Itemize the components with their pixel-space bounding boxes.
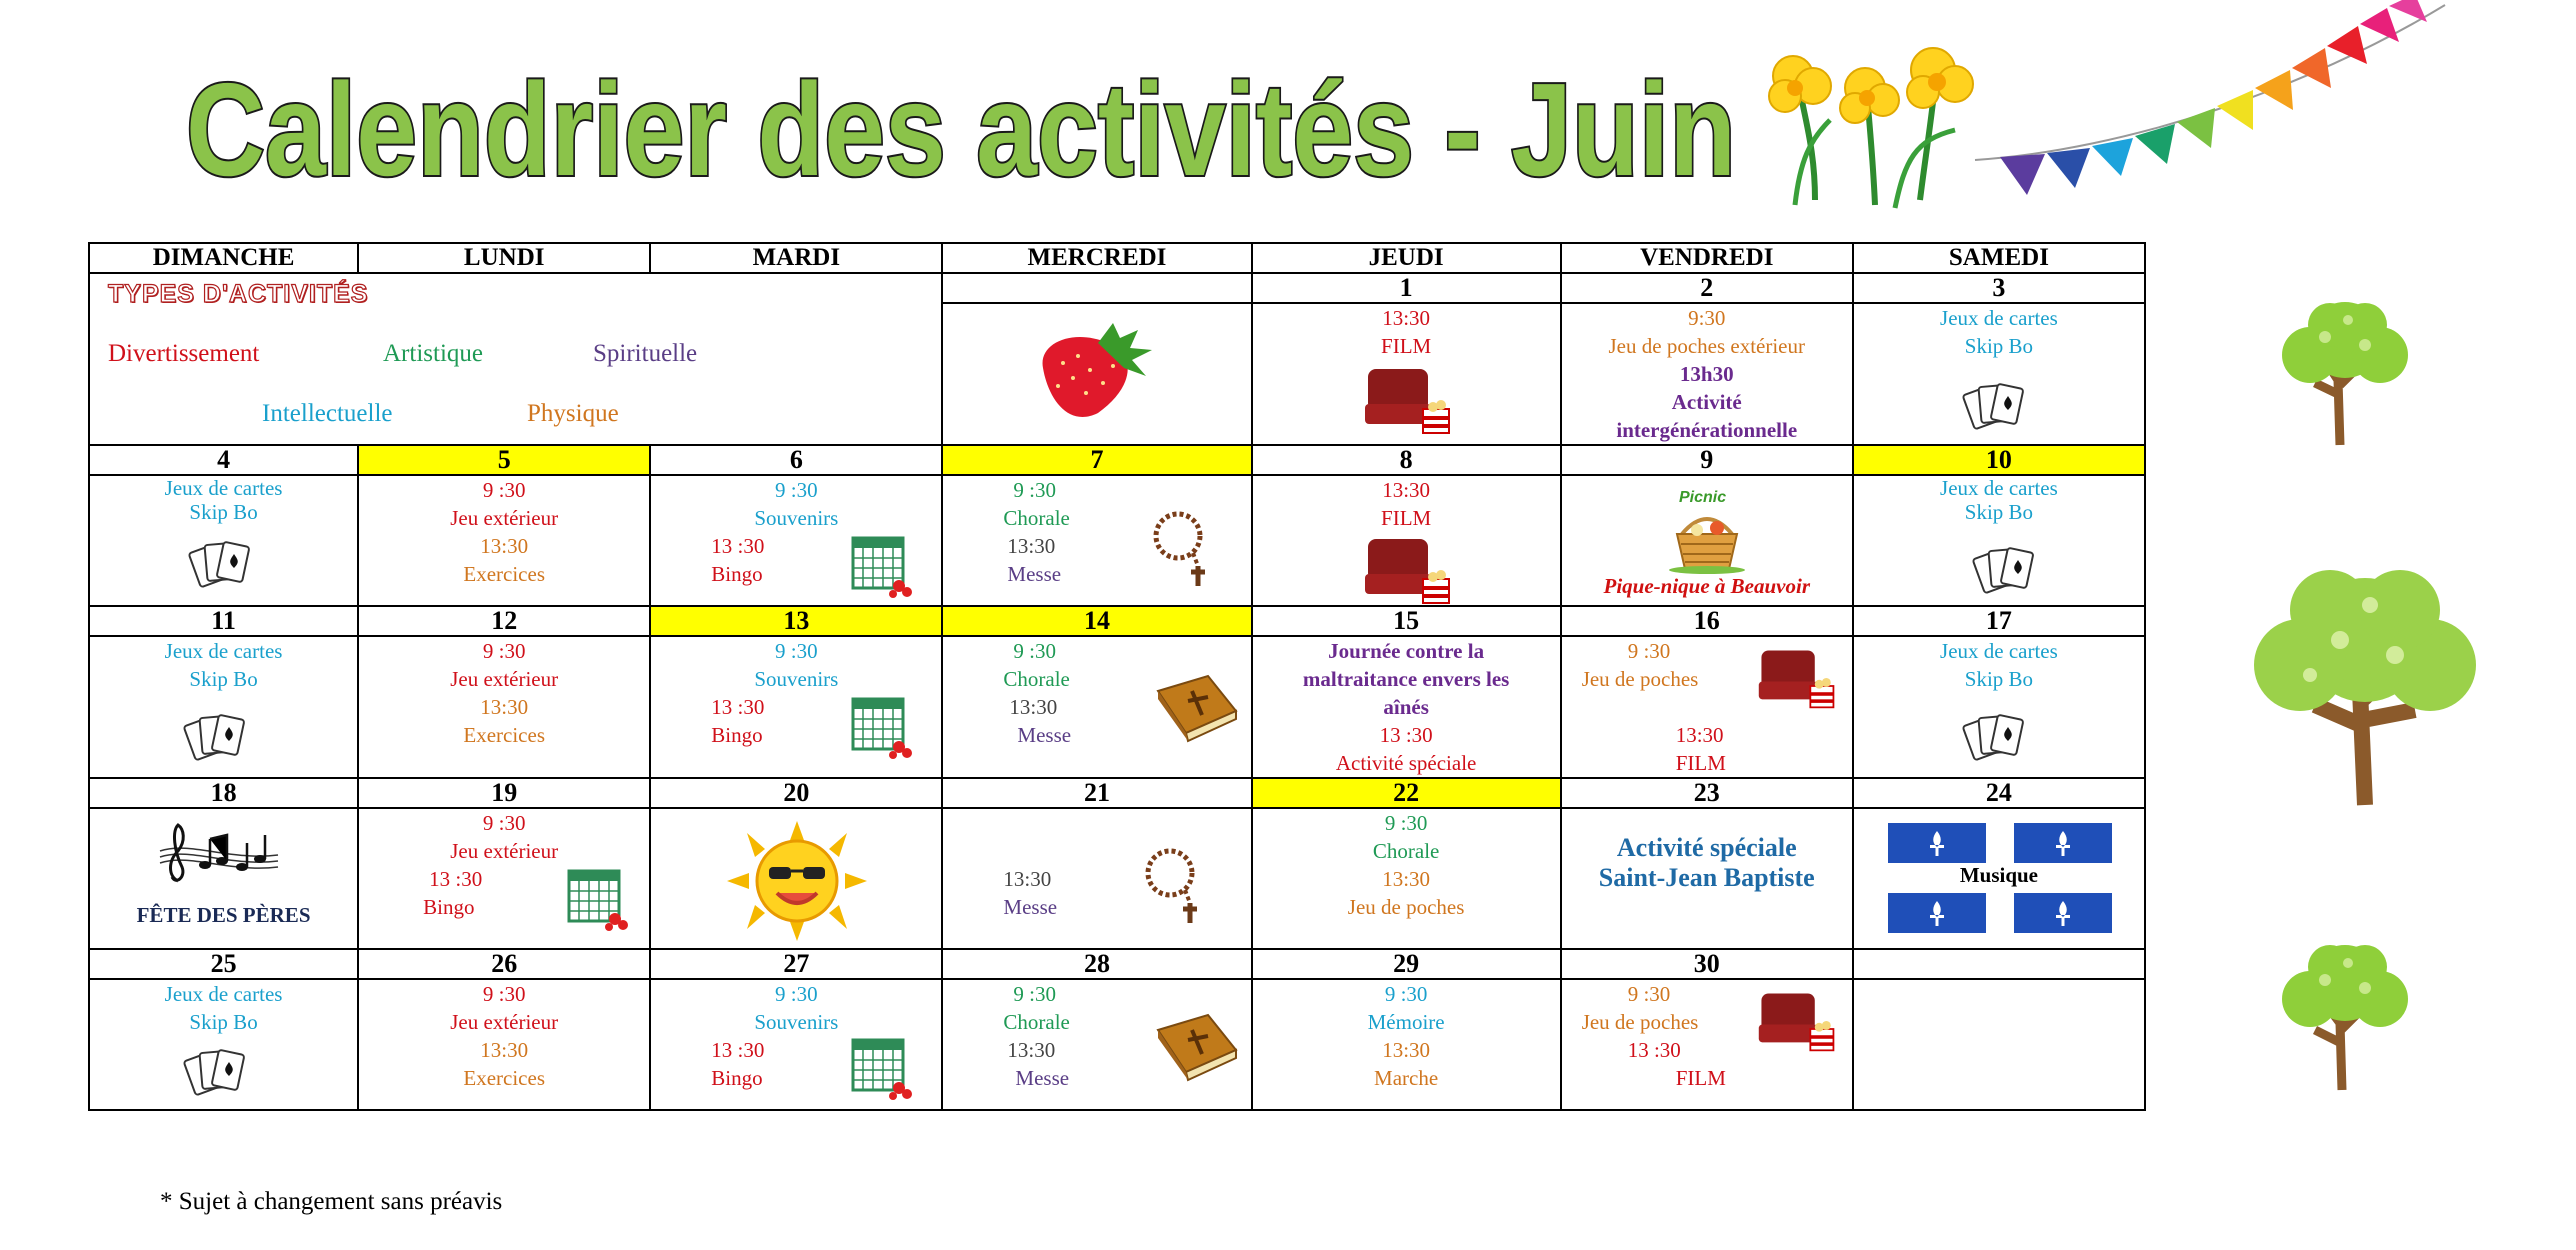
playing-cards-icon <box>1964 380 2028 432</box>
activity-label: Chorale <box>1003 1010 1070 1034</box>
day-number-highlighted: 22 <box>1252 778 1561 808</box>
weekday-wednesday: MERCREDI <box>942 243 1251 273</box>
day-cell-13 <box>650 636 942 778</box>
activity-label: Souvenirs <box>754 506 839 530</box>
rosary-icon <box>1135 845 1215 925</box>
activity-label: aînés <box>1383 695 1429 719</box>
day-cell-17 <box>1853 636 2145 778</box>
day-cell-empty <box>942 303 1251 445</box>
day-number: 11 <box>89 606 358 636</box>
day-cell-5 <box>358 475 650 606</box>
activity-time: 13:30 <box>1003 867 1052 891</box>
day-number: 9 <box>1561 445 1853 475</box>
day-number: 3 <box>1853 273 2145 303</box>
activity-label: Mémoire <box>1367 1010 1445 1034</box>
day-number: 12 <box>358 606 650 636</box>
activity-label: Messe <box>1007 562 1062 586</box>
day-cell-9 <box>1561 475 1853 606</box>
legend-title: TYPES D'ACTIVITÉS <box>108 280 369 308</box>
activity-time: 9 :30 <box>1627 639 1671 663</box>
activity-time: 9 :30 <box>775 639 818 663</box>
day-number-highlighted: 10 <box>1853 445 2145 475</box>
weekday-sunday: DIMANCHE <box>89 243 358 273</box>
day-number: 19 <box>358 778 650 808</box>
activity-time: 13:30 <box>1382 867 1431 891</box>
weekday-monday: LUNDI <box>358 243 650 273</box>
day-number: 23 <box>1561 778 1853 808</box>
rosary-icon <box>1143 508 1223 588</box>
day-number: 29 <box>1252 949 1561 979</box>
activity-label: Exercices <box>463 723 545 747</box>
activity-label: Jeux de cartes <box>164 639 283 663</box>
bingo-card-icon <box>567 869 629 931</box>
day-cell-16 <box>1561 636 1853 778</box>
weekday-thursday: JEUDI <box>1252 243 1561 273</box>
day-number-empty <box>942 273 1251 303</box>
day-cell-19 <box>358 808 650 949</box>
activity-label: Chorale <box>1003 506 1070 530</box>
activity-label: Jeux de cartes <box>1940 476 2058 500</box>
activity-time: 13:30 <box>480 1038 529 1062</box>
day-cell-15 <box>1252 636 1561 778</box>
legend-artistique: Artistique <box>383 340 483 367</box>
activity-time: 13:30 <box>1007 1038 1056 1062</box>
day-number: 16 <box>1561 606 1853 636</box>
legend-spirituelle: Spirituelle <box>593 340 698 367</box>
day-number-highlighted: 7 <box>942 445 1251 475</box>
activity-time: 13:30 <box>1382 478 1431 502</box>
activity-label: Chorale <box>1372 839 1440 863</box>
weekday-header-row <box>89 243 2145 273</box>
day-cell-23 <box>1561 808 1853 949</box>
activity-time: 13 :30 <box>711 1038 765 1062</box>
day-cell-7 <box>942 475 1251 606</box>
activity-label: Jeu de poches <box>1347 895 1465 919</box>
activity-time: 13 :30 <box>711 695 765 719</box>
day-cell-27 <box>650 979 942 1110</box>
activity-time: 9 :30 <box>1013 639 1056 663</box>
activity-label: Jeu extérieur <box>450 839 559 863</box>
activity-label: Jeu extérieur <box>450 1010 559 1034</box>
activity-label: Skip Bo <box>1964 667 2034 691</box>
day-number: 6 <box>650 445 942 475</box>
activity-label: Activité spéciale <box>1335 751 1477 775</box>
weekday-tuesday: MARDI <box>650 243 942 273</box>
activity-label: Skip Bo <box>189 500 258 524</box>
day-number: 27 <box>650 949 942 979</box>
day-cell-10 <box>1853 475 2145 606</box>
activity-time: 9:30 <box>1688 306 1726 330</box>
activity-time: 13:30 <box>1007 534 1056 558</box>
activity-time: 9 :30 <box>482 639 526 663</box>
activity-label: Exercices <box>463 1066 545 1090</box>
activity-label: Bingo <box>711 562 763 586</box>
activity-label: Souvenirs <box>754 667 839 691</box>
day-cell-6 <box>650 475 942 606</box>
day-number: 17 <box>1853 606 2145 636</box>
day-cell-3 <box>1853 303 2145 445</box>
day-cell-empty <box>1853 979 2145 1110</box>
day-cell-22 <box>1252 808 1561 949</box>
activity-label: Bingo <box>711 723 763 747</box>
bible-icon <box>1148 671 1240 743</box>
legend-intellectuelle: Intellectuelle <box>262 400 393 427</box>
week-3-content-row <box>89 636 2145 778</box>
day-number: 1 <box>1252 273 1561 303</box>
tree-image-middle <box>2230 560 2500 810</box>
activity-time: 9 :30 <box>775 982 818 1006</box>
day-cell-21 <box>942 808 1251 949</box>
svg-text:Calendrier des activités - Jui: Calendrier des activités - Juin <box>186 56 1736 203</box>
bunting-flags-image <box>1975 0 2455 200</box>
day-number-highlighted: 14 <box>942 606 1251 636</box>
day-number: 30 <box>1561 949 1853 979</box>
legend-divertissement: Divertissement <box>108 340 260 367</box>
activity-time: 13:30 <box>1009 695 1058 719</box>
day-cell-11 <box>89 636 358 778</box>
day-cell-4 <box>89 475 358 606</box>
activity-label: intergénérationnelle <box>1616 418 1798 442</box>
activity-label: Jeu extérieur <box>450 506 559 530</box>
day-number-highlighted: 5 <box>358 445 650 475</box>
day-cell-2 <box>1561 303 1853 445</box>
activity-label: Skip Bo <box>1964 500 2034 524</box>
activity-time: 9 :30 <box>482 478 526 502</box>
activity-label: Jeux de cartes <box>1940 639 2058 663</box>
weekday-friday: VENDREDI <box>1561 243 1853 273</box>
playing-cards-icon <box>1974 544 2038 596</box>
footnote: * Sujet à changement sans préavis <box>160 1188 503 1215</box>
activity-label: FILM <box>1381 506 1432 530</box>
music-notes-icon <box>160 821 280 891</box>
week-2-content-row <box>89 475 2145 606</box>
week-5-number-row <box>89 949 2145 979</box>
week-4-content-row <box>89 808 2145 949</box>
activity-label: Jeux de cartes <box>164 476 283 500</box>
tree-image-bottom <box>2270 935 2420 1095</box>
picnic-basket-icon <box>1667 484 1747 574</box>
bingo-card-icon <box>851 1038 913 1100</box>
activity-label: Skip Bo <box>1964 334 2034 358</box>
day-cell-18 <box>89 808 358 949</box>
activity-label: Chorale <box>1003 667 1070 691</box>
day-number: 4 <box>89 445 358 475</box>
sun-icon <box>727 821 867 941</box>
activity-label: FILM <box>1381 334 1432 358</box>
activity-label: FILM <box>1675 751 1726 775</box>
activity-time: 9 :30 <box>1013 982 1056 1006</box>
activity-label: Pique-nique à Beauvoir <box>1603 574 1811 598</box>
activity-time: 13:30 <box>480 695 529 719</box>
activity-time: 13 :30 <box>429 867 483 891</box>
week-3-number-row <box>89 606 2145 636</box>
day-cell-20 <box>650 808 942 949</box>
activity-time: 9 :30 <box>1013 478 1056 502</box>
activity-label: Saint-Jean Baptiste <box>1598 863 1815 892</box>
movie-seat-icon <box>1363 364 1453 436</box>
activity-time: 13 :30 <box>711 534 765 558</box>
day-cell-29 <box>1252 979 1561 1110</box>
page-title <box>180 50 1750 203</box>
activity-label: Messe <box>1003 895 1058 919</box>
activity-label: Bingo <box>711 1066 763 1090</box>
day-number: 2 <box>1561 273 1853 303</box>
weekday-saturday: SAMEDI <box>1853 243 2145 273</box>
day-number: 25 <box>89 949 358 979</box>
picnic-sign: Picnic <box>1678 489 1726 506</box>
activity-time: 13h30 <box>1679 362 1734 386</box>
activity-label: Activité spéciale <box>1616 833 1797 862</box>
activity-label: Jeux de cartes <box>164 982 283 1006</box>
day-cell-12 <box>358 636 650 778</box>
day-cell-28 <box>942 979 1251 1110</box>
calendar-table <box>88 242 2146 1111</box>
day-cell-8 <box>1252 475 1561 606</box>
activity-time: 9 :30 <box>775 478 818 502</box>
week-5-content-row <box>89 979 2145 1110</box>
activity-label: Jeu de poches <box>1581 667 1699 691</box>
day-cell-25 <box>89 979 358 1110</box>
activity-label: Skip Bo <box>189 1010 258 1034</box>
day-number: 8 <box>1252 445 1561 475</box>
activity-label: FÊTE DES PÈRES <box>136 903 311 927</box>
day-number: 15 <box>1252 606 1561 636</box>
activity-label: Exercices <box>463 562 545 586</box>
day-number: 18 <box>89 778 358 808</box>
day-number-empty <box>1853 949 2145 979</box>
day-cell-30 <box>1561 979 1853 1110</box>
activity-types-legend <box>89 273 942 445</box>
bingo-card-icon <box>851 536 913 598</box>
activity-label: maltraitance envers les <box>1302 667 1510 691</box>
activity-label: Skip Bo <box>189 667 258 691</box>
activity-label: Jeu de poches <box>1581 1010 1699 1034</box>
day-number: 26 <box>358 949 650 979</box>
day-cell-24 <box>1853 808 2145 949</box>
day-cell-14 <box>942 636 1251 778</box>
activity-label: Messe <box>1017 723 1072 747</box>
day-cell-1 <box>1252 303 1561 445</box>
strawberry-icon <box>1028 318 1158 423</box>
activity-label: Souvenirs <box>754 1010 839 1034</box>
activity-label: Marche <box>1374 1066 1439 1090</box>
week-2-number-row <box>89 445 2145 475</box>
day-number: 21 <box>942 778 1251 808</box>
activity-time: 9 :30 <box>1627 982 1671 1006</box>
activity-time: 9 :30 <box>1384 982 1428 1006</box>
activity-time: 9 :30 <box>482 811 526 835</box>
activity-label: Bingo <box>423 895 475 919</box>
playing-cards-icon <box>185 711 249 763</box>
bible-icon <box>1148 1010 1240 1082</box>
activity-time: 13 :30 <box>1379 723 1433 747</box>
playing-cards-icon <box>1964 711 2028 763</box>
tree-image-top <box>2270 295 2420 450</box>
activity-label: Jeux de cartes <box>1940 306 2058 330</box>
legend-physique: Physique <box>527 400 619 427</box>
activity-label: Jeu de poches extérieur <box>1608 334 1805 358</box>
playing-cards-icon <box>185 1046 249 1098</box>
day-number: 20 <box>650 778 942 808</box>
activity-time: 13:30 <box>1382 1038 1431 1062</box>
playing-cards-icon <box>190 538 254 590</box>
day-number: 24 <box>1853 778 2145 808</box>
activity-label: Activité <box>1671 390 1742 414</box>
activity-label: Journée contre la <box>1328 639 1485 663</box>
activity-label: Messe <box>1015 1066 1070 1090</box>
week-1-number-row <box>89 273 2145 303</box>
day-number-highlighted: 13 <box>650 606 942 636</box>
activity-label: Musique <box>1959 863 2038 887</box>
movie-seat-icon <box>1363 534 1453 606</box>
week-4-number-row <box>89 778 2145 808</box>
activity-label: FILM <box>1675 1066 1726 1090</box>
bean-bag-toss-icon <box>1757 645 1837 711</box>
bingo-card-icon <box>851 697 913 759</box>
day-number: 28 <box>942 949 1251 979</box>
activity-time: 13 :30 <box>1627 1038 1681 1062</box>
activity-time: 13:30 <box>1675 723 1724 747</box>
activity-time: 9 :30 <box>482 982 526 1006</box>
activity-time: 13:30 <box>480 534 529 558</box>
activity-time: 9 :30 <box>1384 811 1428 835</box>
day-cell-26 <box>358 979 650 1110</box>
activity-time: 13:30 <box>1382 306 1431 330</box>
activity-label: Jeu extérieur <box>450 667 559 691</box>
bean-bag-toss-icon <box>1757 988 1837 1054</box>
